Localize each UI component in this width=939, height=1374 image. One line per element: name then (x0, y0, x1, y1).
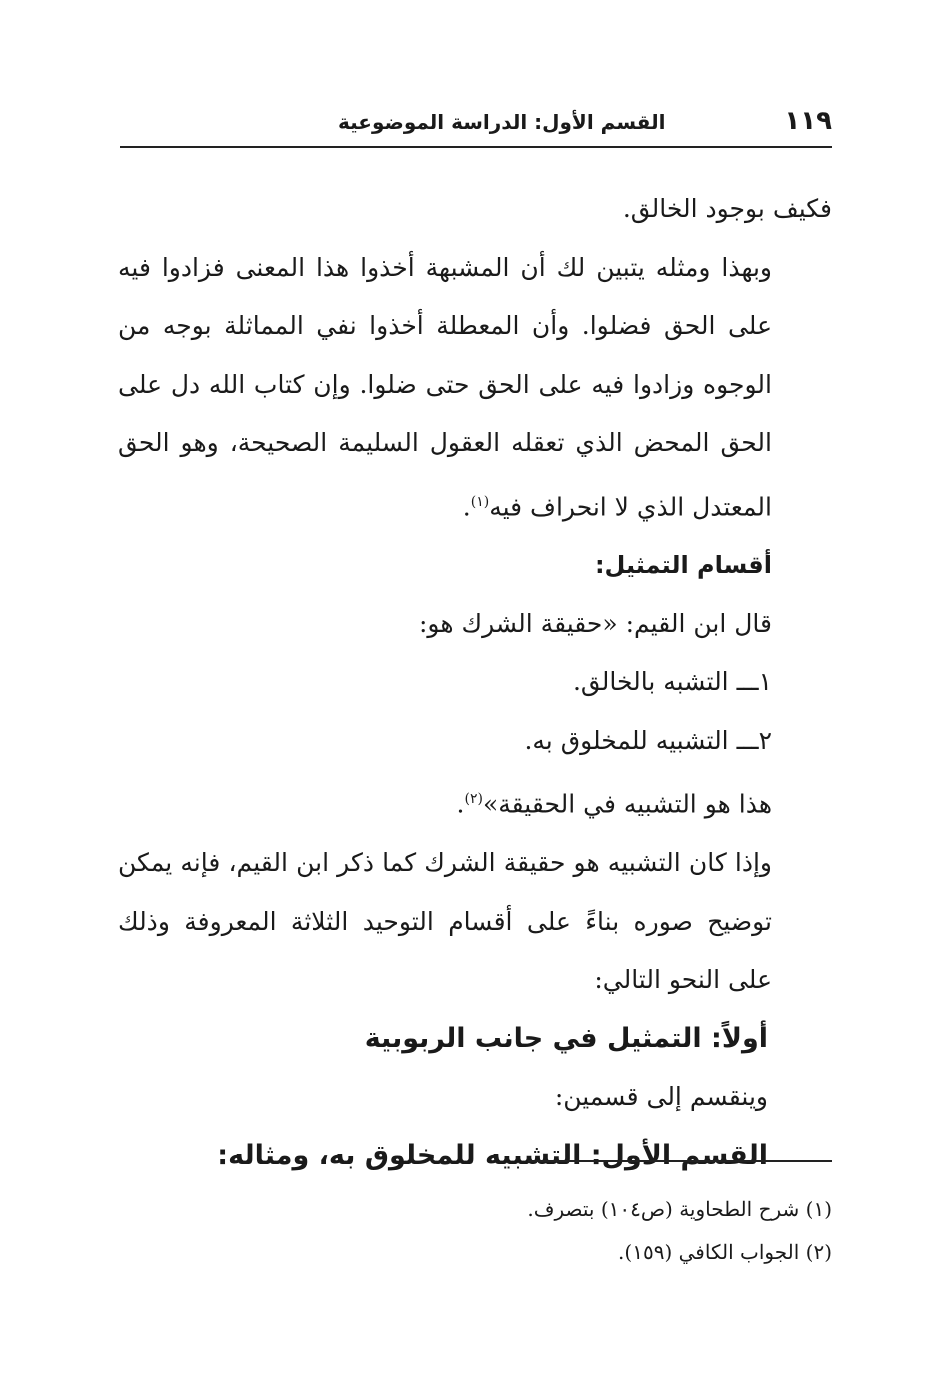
heading-awwalan: أولاً: التمثيل في جانب الربوبية (364, 1022, 768, 1054)
footnotes (118, 1188, 832, 1274)
quote-end: هذا هو التشبيه في الحقيقة»$^{(٢)}$. (456, 789, 772, 819)
footnote-2: (٢) الجواب الكافي (١٥٩). (618, 1240, 832, 1264)
paragraph-continuation: فكيف بوجود الخالق. (622, 194, 832, 223)
paragraph-text: وبهذا ومثله يتبين لك أن المشبهة أخذوا هذا المعنى فزادوا فيه على الحق فضلوا. وأن المعطلة أخذوا نفي المماثلة بوجه من الوجوه وزادوا فيه على الحق حتى ضلوا. وإن كتاب الله دل على الحق المحض الذي تعقله العقول السليمة الصحيحة، وهو الحق المعتدل الذي لا انحراف فيه (118, 252, 772, 521)
heading-aqsam-tamthil: أقسام التمثيل: (594, 551, 772, 580)
quote-item-2: ٢ـــ التشبيه للمخلوق به. (524, 725, 772, 755)
heading-qism-awwal: القسم الأول: التشبيه للمخلوق به، ومثاله: (217, 1139, 768, 1171)
page-number: ١١٩ (784, 106, 832, 136)
footnote-ref-1: (١) (470, 493, 490, 510)
page-header (120, 100, 832, 146)
quote-intro: قال ابن القيم: «حقيقة الشرك هو: (419, 608, 772, 638)
footnote-1: (١) شرح الطحاوية (ص١٠٤) بتصرف. (527, 1197, 832, 1221)
footnote-ref-2: (٢) (464, 791, 483, 808)
header-rule (120, 146, 832, 148)
footnote-rule (528, 1160, 832, 1162)
paragraph-tashbih: وإذا كان التشبيه هو حقيقة الشرك كما ذكر ابن القيم، فإنه يمكن توضيح صوره بناءً على أقسام التوحيد الثلاثة المعروفة وذلك على النحو التالي: (118, 848, 772, 995)
running-title: القسم الأول: الدراسة الموضوعية (338, 110, 666, 134)
paragraph-mushabbiha: وبهذا ومثله يتبين لك أن المشبهة أخذوا هذا المعنى فزادوا فيه على الحق فضلوا. وأن المعطلة أخذوا نفي المماثلة بوجه من الوجوه وزادوا فيه على الحق حتى ضلوا. وإن كتاب الله دل على الحق المحض الذي تعقله العقول السليمة الصحيحة، وهو الحق المعتدل الذي لا انحراف فيه$^{(١)}$. (118, 252, 772, 521)
paragraph-yanqasim: وينقسم إلى قسمين: (554, 1082, 768, 1112)
main-text (118, 180, 832, 1185)
quote-item-1: ١ـــ التشبه بالخالق. (572, 667, 772, 697)
